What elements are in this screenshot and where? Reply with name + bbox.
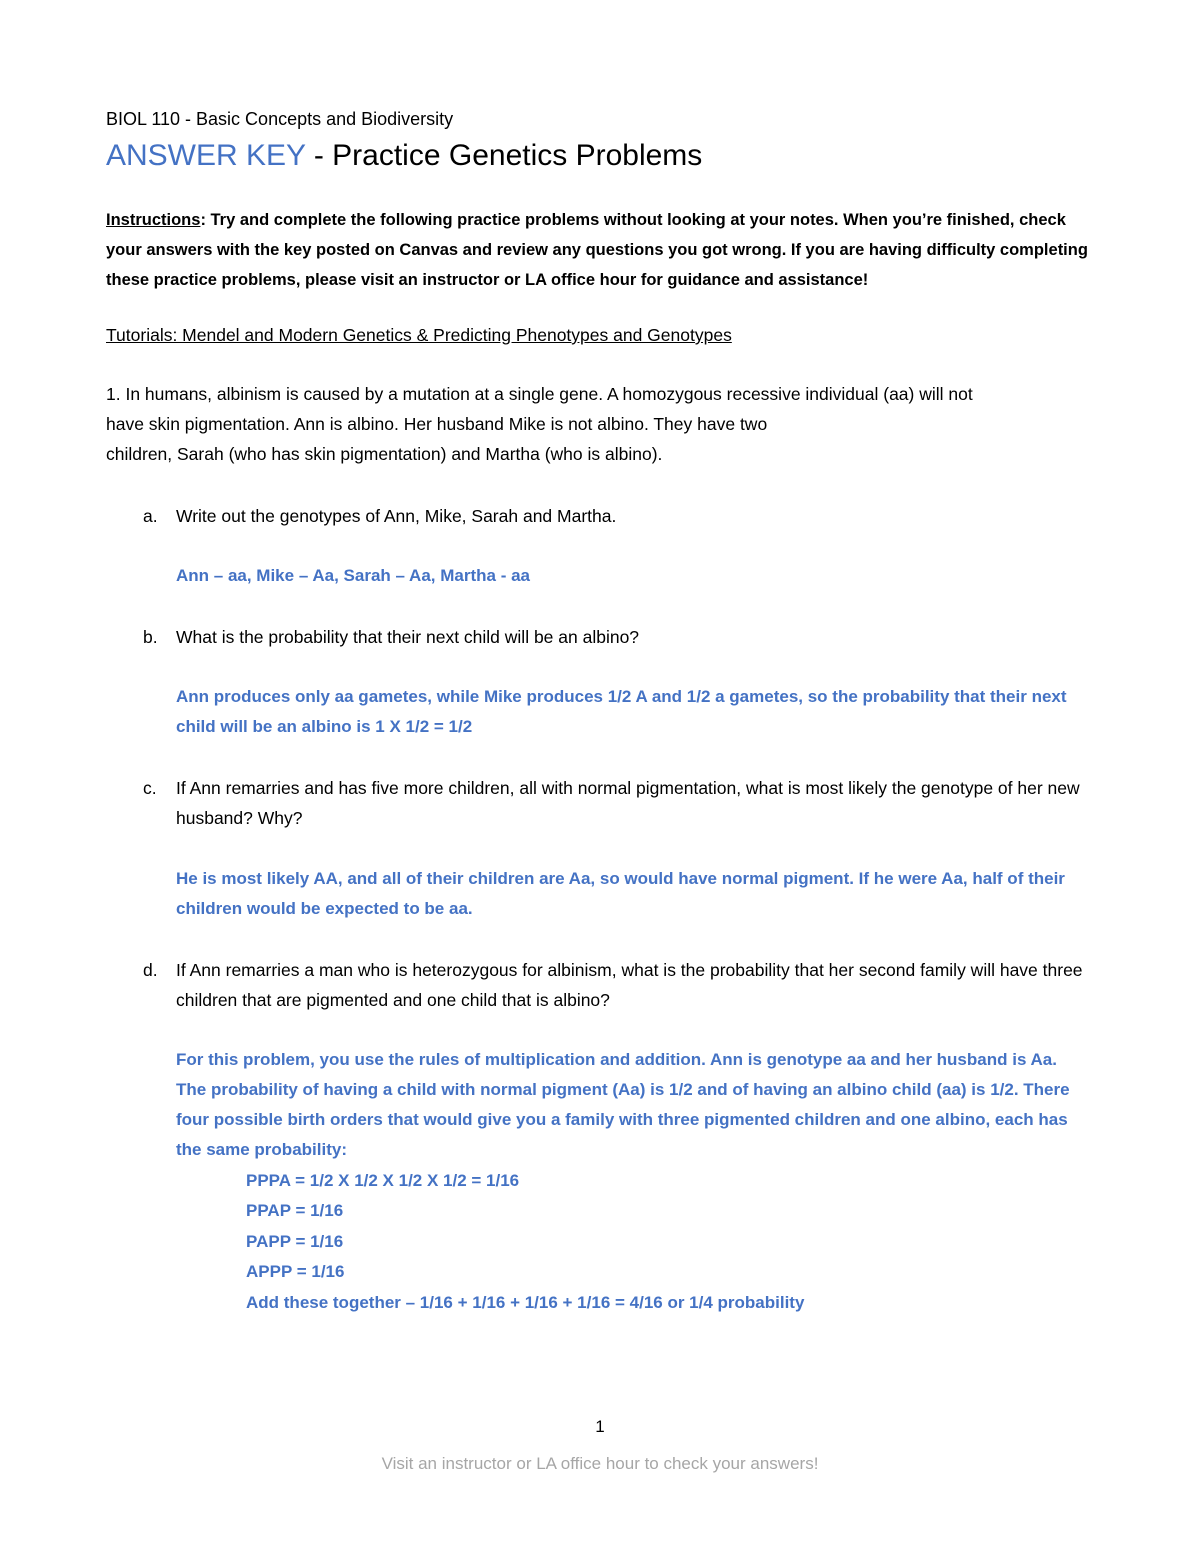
question-1b-text: What is the probability that their next child will be an albino?	[176, 627, 640, 647]
answer-1c: He is most likely AA, and all of their children are Aa, so would have normal pigment. If he were Aa, half of their children would be expected to be aa.	[176, 869, 1065, 918]
calc-line-pppa: PPPA = 1/2 X 1/2 X 1/2 X 1/2 = 1/16	[246, 1171, 520, 1190]
answer-1b: Ann produces only aa gametes, while Mike produces 1/2 A and 1/2 a gametes, so the probability that their next child will be an albino is 1 X 1/2 = 1/2	[176, 687, 1067, 736]
calc-line-total: Add these together – 1/16 + 1/16 + 1/16 + 1/16 = 4/16 or 1/4 probability	[246, 1292, 805, 1312]
question-1a-text: Write out the genotypes of Ann, Mike, Sarah and Martha.	[176, 506, 617, 526]
calc-line-ppap: PPAP = 1/16	[246, 1201, 344, 1221]
title-rest: - Practice Genetics Problems	[305, 139, 703, 172]
question-1c-letter: c.	[143, 778, 157, 798]
question-1-line-1: 1. In humans, albinism is caused by a mutation at a single gene. A homozygous recessive individual (aa) will not	[106, 384, 973, 404]
answer-1d: For this problem, you use the rules of multiplication and addition. Ann is genotype aa and her husband is Aa. The probability of having a child with normal pigment (Aa) is 1/2 and of having an albino child (aa) is 1/2. There four possible birth orders that would give you a family with three pigmented children and one albino, each has the same probability:	[176, 1050, 1070, 1159]
calc-line-appp: APPP = 1/16	[246, 1262, 345, 1282]
question-1d-text: If Ann remarries a man who is heterozygous for albinism, what is the probability that her second family will have three children that are pigmented and one child that is albino?	[176, 960, 1083, 1010]
course-heading: BIOL 110 - Basic Concepts and Biodiversity	[106, 109, 454, 129]
instructions-text: : Try and complete the following practice problems without looking at your notes. When you’re finished, check your answers with the key posted on Canvas and review any questions you got wrong. If you are having difficulty completing these practice problems, please visit an instructor or LA office hour for guidance and assistance!	[106, 211, 1088, 289]
calc-line-papp: PAPP = 1/16	[246, 1231, 344, 1251]
tutorials-heading: Tutorials: Mendel and Modern Genetics & Predicting Phenotypes and Genotypes	[106, 325, 732, 345]
question-1d-letter: d.	[143, 960, 158, 980]
footer-note: Visit an instructor or LA office hour to check your answers!	[381, 1454, 819, 1473]
question-1c-text: If Ann remarries and has five more children, all with normal pigmentation, what is most likely the genotype of her new husband? Why?	[176, 778, 1080, 828]
page-number: 1	[595, 1417, 605, 1436]
question-1a-letter: a.	[143, 506, 158, 526]
answer-1d-calculations	[246, 1166, 804, 1318]
instructions-label: Instructions	[106, 211, 201, 229]
page-title	[106, 136, 702, 176]
question-1-line-3: children, Sarah (who has skin pigmentation) and Martha (who is albino).	[106, 444, 663, 464]
question-1	[106, 379, 1096, 469]
question-1-line-2: have skin pigmentation. Ann is albino. Her husband Mike is not albino. They have two	[106, 414, 768, 434]
title-answer-key: ANSWER KEY	[106, 139, 306, 172]
question-1b-letter: b.	[143, 627, 158, 647]
instructions-paragraph	[106, 205, 1096, 295]
answer-1a: Ann – aa, Mike – Aa, Sarah – Aa, Martha - aa	[176, 566, 530, 585]
